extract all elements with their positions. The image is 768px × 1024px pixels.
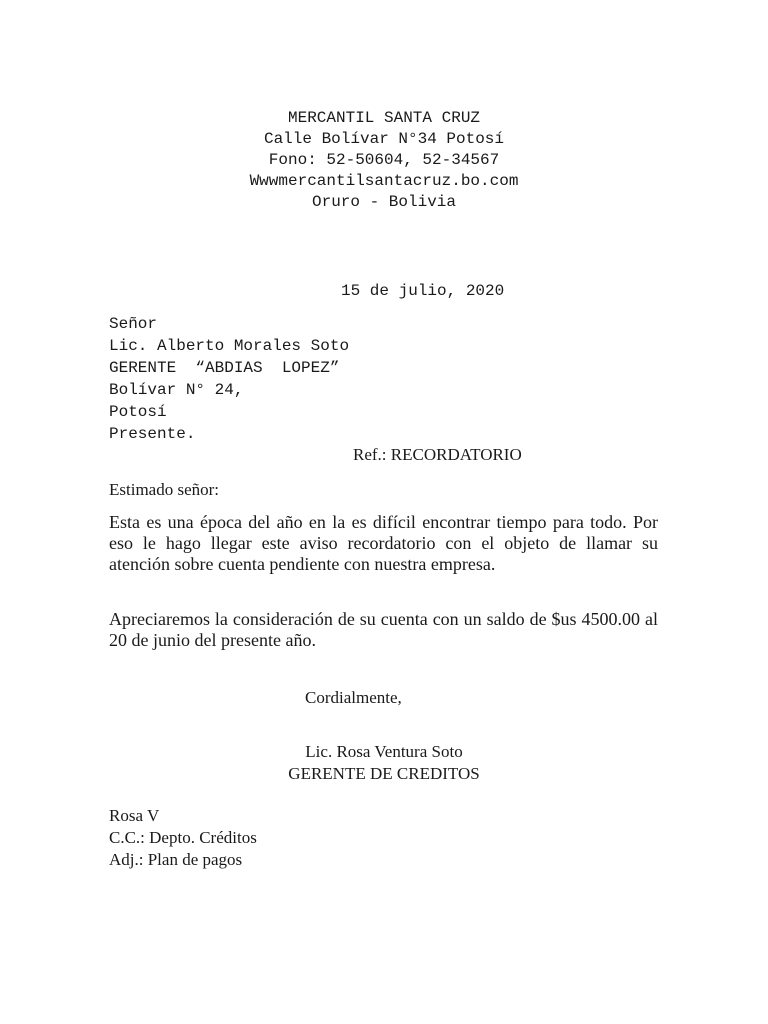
reference-line: Ref.: RECORDATORIO <box>353 445 522 464</box>
body-paragraph-2: Apreciaremos la consideración de su cuenta con un saldo de $us 4500.00 al 20 de junio del presente año. <box>109 609 658 650</box>
greeting: Estimado señor: <box>109 480 220 499</box>
recipient-name: Lic. Alberto Morales Soto <box>109 337 350 355</box>
recipient-position: GERENTE “ABDIAS LOPEZ” <box>109 359 340 377</box>
company-phone: Fono: 52-50604, 52-34567 <box>268 151 500 169</box>
signature-name: Lic. Rosa Ventura Soto <box>305 742 463 761</box>
recipient-address: Bolívar N° 24, <box>109 381 244 399</box>
company-name: MERCANTIL SANTA CRUZ <box>287 109 481 127</box>
body-paragraph-1: Esta es una época del año en la es difícil encontrar tiempo para todo. Por eso le hago llegar este aviso recordatorio con el objeto de llamar su atención sobre cuenta pendiente con nuestra empresa. <box>109 512 658 574</box>
footer-initials: Rosa V <box>109 806 160 825</box>
company-website: Wwwmercantilsantacruz.bo.com <box>249 172 519 190</box>
company-address: Calle Bolívar N°34 Potosí <box>263 130 505 148</box>
letter-date: 15 de julio, 2020 <box>341 282 505 300</box>
signature-title: GERENTE DE CREDITOS <box>288 764 480 783</box>
footer-cc: C.C.: Depto. Créditos <box>109 828 257 847</box>
recipient-presente: Presente. <box>109 425 196 443</box>
company-city: Oruro - Bolivia <box>311 193 457 211</box>
recipient-salutation: Señor <box>109 315 158 333</box>
footer-attachment: Adj.: Plan de pagos <box>109 850 243 869</box>
recipient-city: Potosí <box>109 403 167 421</box>
closing: Cordialmente, <box>305 688 402 707</box>
